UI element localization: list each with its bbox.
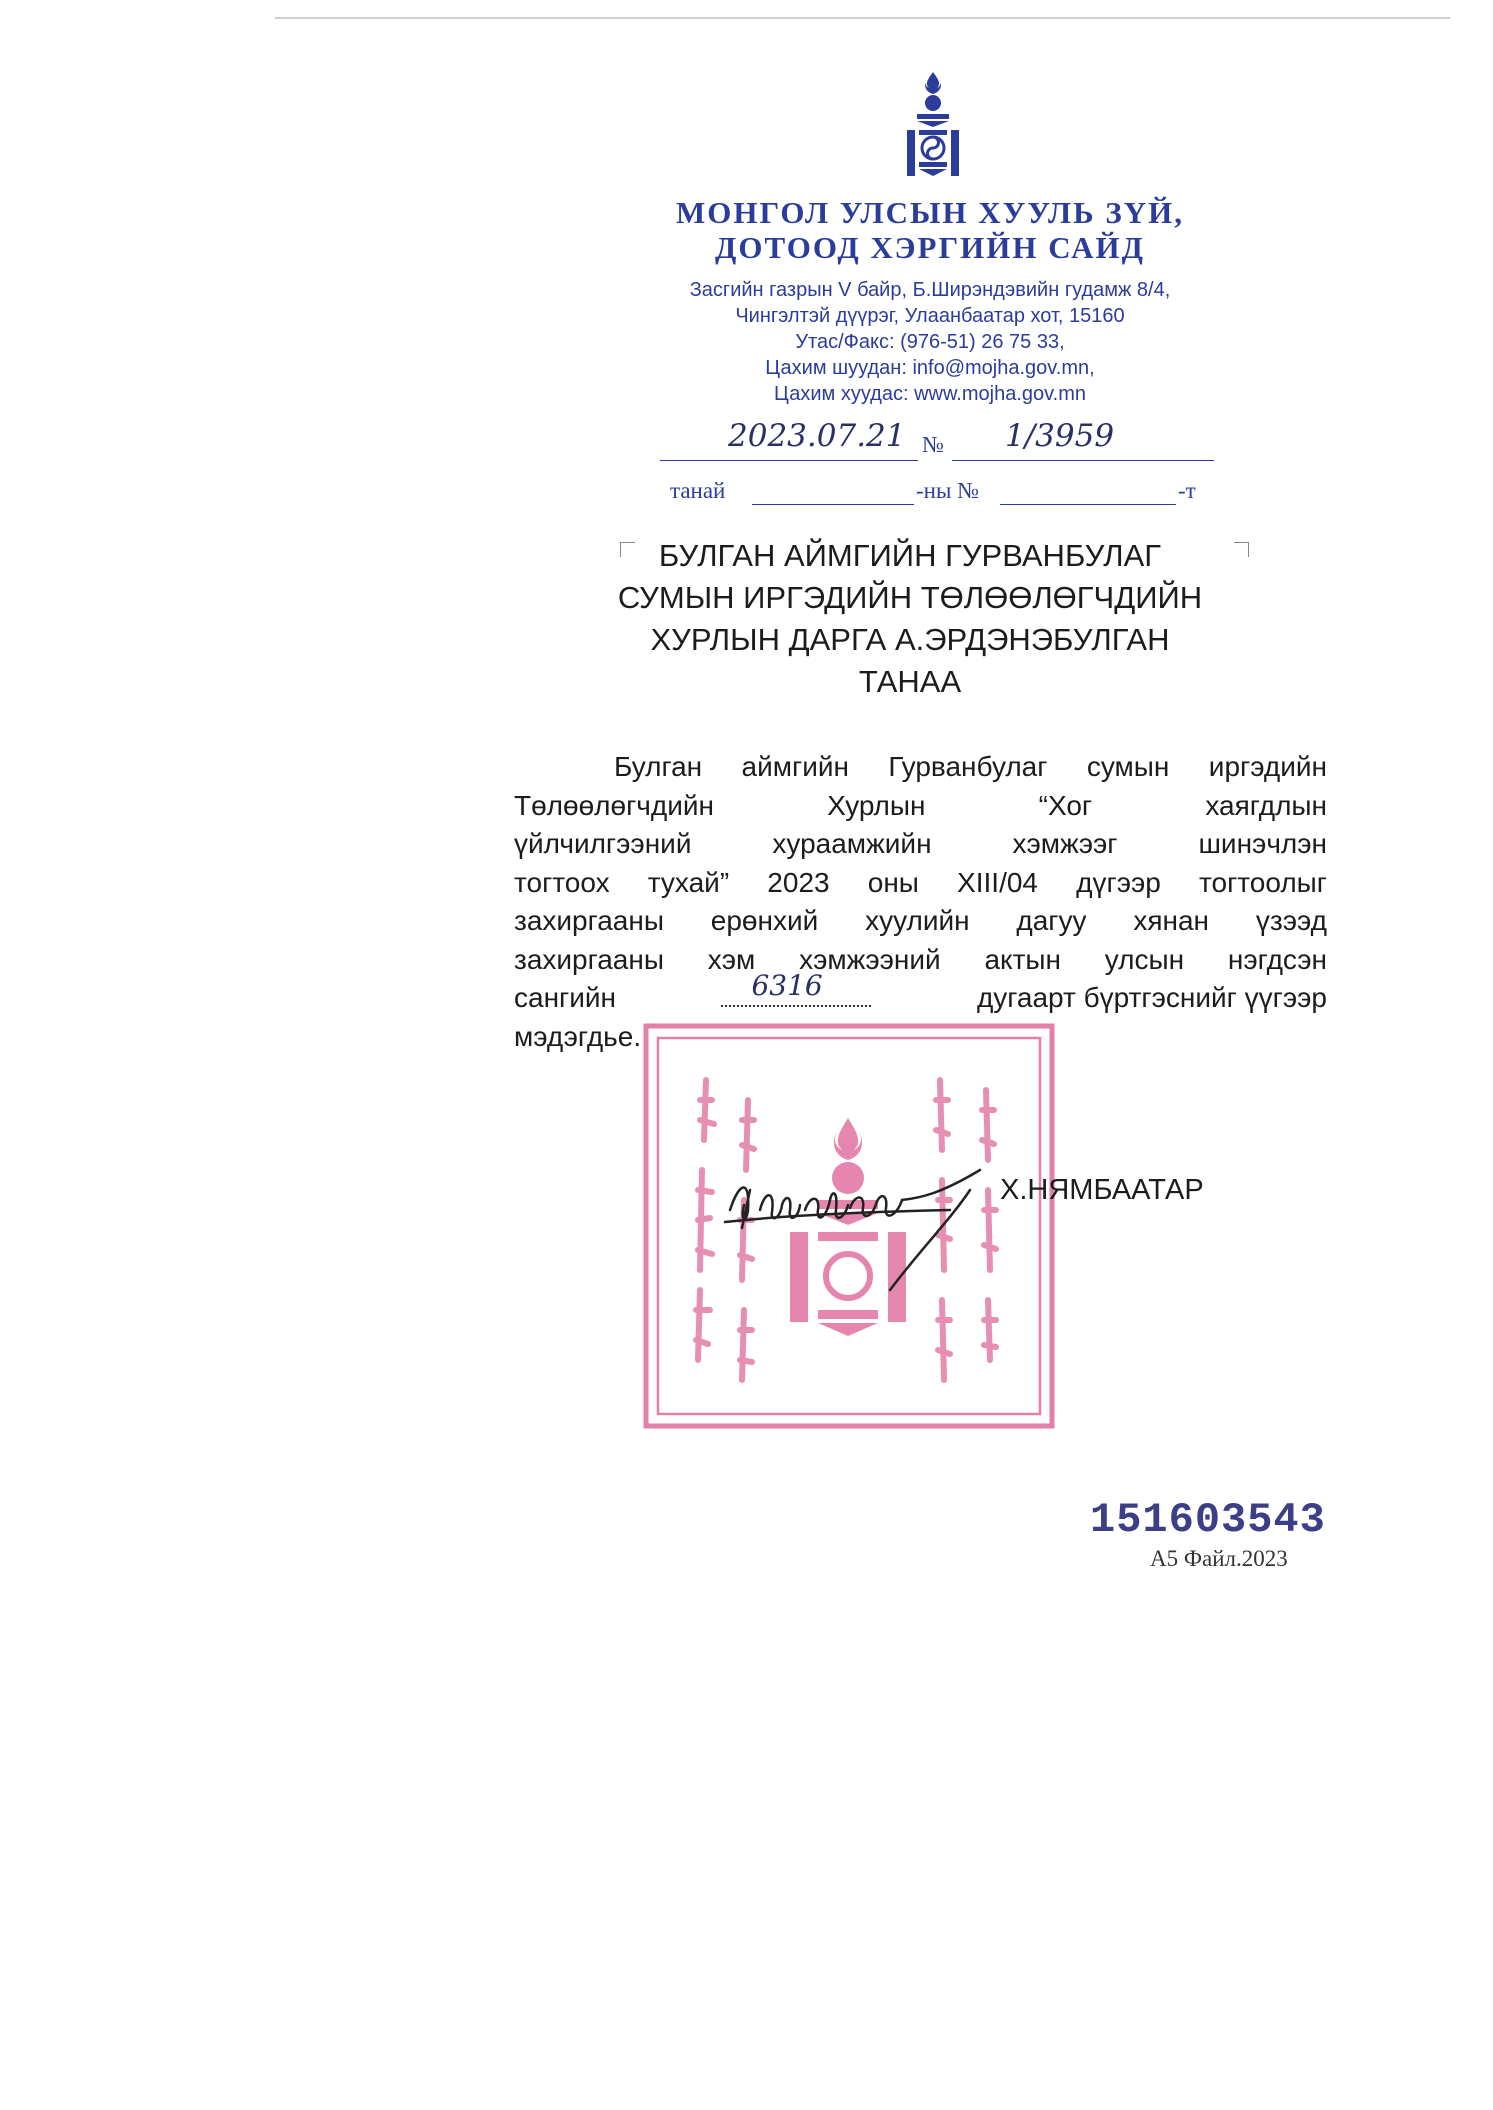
- date-underline: [660, 460, 918, 461]
- ministry-header: [600, 195, 1260, 265]
- registration-number: 151603543: [1090, 1496, 1326, 1544]
- body-line-7-start: сангийн: [514, 982, 616, 1013]
- address-line-1: Засгийн газрын V байр, Б.Ширэндэвийн гудамж 8/4,: [689, 279, 1171, 301]
- letter-body: [514, 748, 1327, 1056]
- number-underline: [952, 460, 1214, 461]
- your-date-underline: [752, 504, 914, 505]
- addressee-line-1: БУЛГАН АЙМГИЙН ГУРВАНБУЛАГ: [658, 538, 1162, 573]
- handwritten-signature: [720, 1150, 1020, 1300]
- registry-number-field: [721, 969, 871, 1007]
- your-ref-prefix: танай: [670, 478, 726, 503]
- signer-name: Х.НЯМБААТАР: [1000, 1174, 1204, 1206]
- page-top-edge: [275, 17, 1450, 19]
- your-ref-mid: -ны №: [916, 478, 980, 503]
- body-line-7: [514, 969, 1327, 1018]
- address-line-2: Чингэлтэй дүүрэг, Улаанбаатар хот, 15160: [735, 305, 1125, 327]
- body-line-7-end: дугаарт бүртгэснийг үүгээр: [976, 982, 1327, 1013]
- body-line-6: захиргааны хэм хэмжээний актын улсын нэгдсэн: [514, 943, 1327, 975]
- addressee-line-2: СУМЫН ИРГЭДИЙН ТӨЛӨӨЛӨГЧДИЙН: [617, 580, 1203, 615]
- letter-date: 2023.07.21: [728, 418, 906, 454]
- body-line-1: Булган аймгийн Гурванбулаг сумын иргэдийн: [614, 751, 1327, 782]
- address-line-3: Утас/Факс: (976-51) 26 75 33,: [795, 331, 1065, 353]
- your-number-underline: [1000, 504, 1176, 505]
- letter-number: 1/3959: [1005, 418, 1115, 454]
- ministry-line-2: ДОТООД ХЭРГИЙН САЙД: [715, 230, 1145, 265]
- body-line-5: захиргааны ерөнхий хуулийн дагуу хянан үзээд: [514, 905, 1327, 936]
- registry-number: 6316: [751, 969, 823, 1002]
- file-label: А5 Файл.2023: [1150, 1546, 1288, 1571]
- address-line-4: Цахим шуудан: info@mojha.gov.mn,: [765, 357, 1095, 379]
- ministry-line-1: МОНГОЛ УЛСЫН ХУУЛЬ ЗҮЙ,: [675, 195, 1185, 230]
- addressee-line-4: ТАНАА: [858, 664, 962, 699]
- address-line-5: Цахим хуудас: www.mojha.gov.mn: [774, 383, 1086, 405]
- soyombo-emblem-icon: [903, 70, 963, 182]
- body-line-2: Төлөөлөгчдийн Хурлын “Хог хаягдлын: [514, 789, 1327, 821]
- body-line-8: мэдэгдье.: [514, 1020, 642, 1052]
- addressee-block: [580, 535, 1240, 703]
- body-line-3: үйлчилгээний хураамжийн хэмжээг шинэчлэн: [514, 828, 1327, 859]
- your-ref-suffix: -т: [1178, 478, 1196, 503]
- body-line-4: тогтоох тухай” 2023 оны XIII/04 дүгээр тогтоолыг: [514, 866, 1327, 898]
- ministry-address: [600, 277, 1260, 407]
- number-label: №: [922, 432, 944, 457]
- addressee-line-3: ХУРЛЫН ДАРГА А.ЭРДЭНЭБУЛГАН: [650, 622, 1170, 657]
